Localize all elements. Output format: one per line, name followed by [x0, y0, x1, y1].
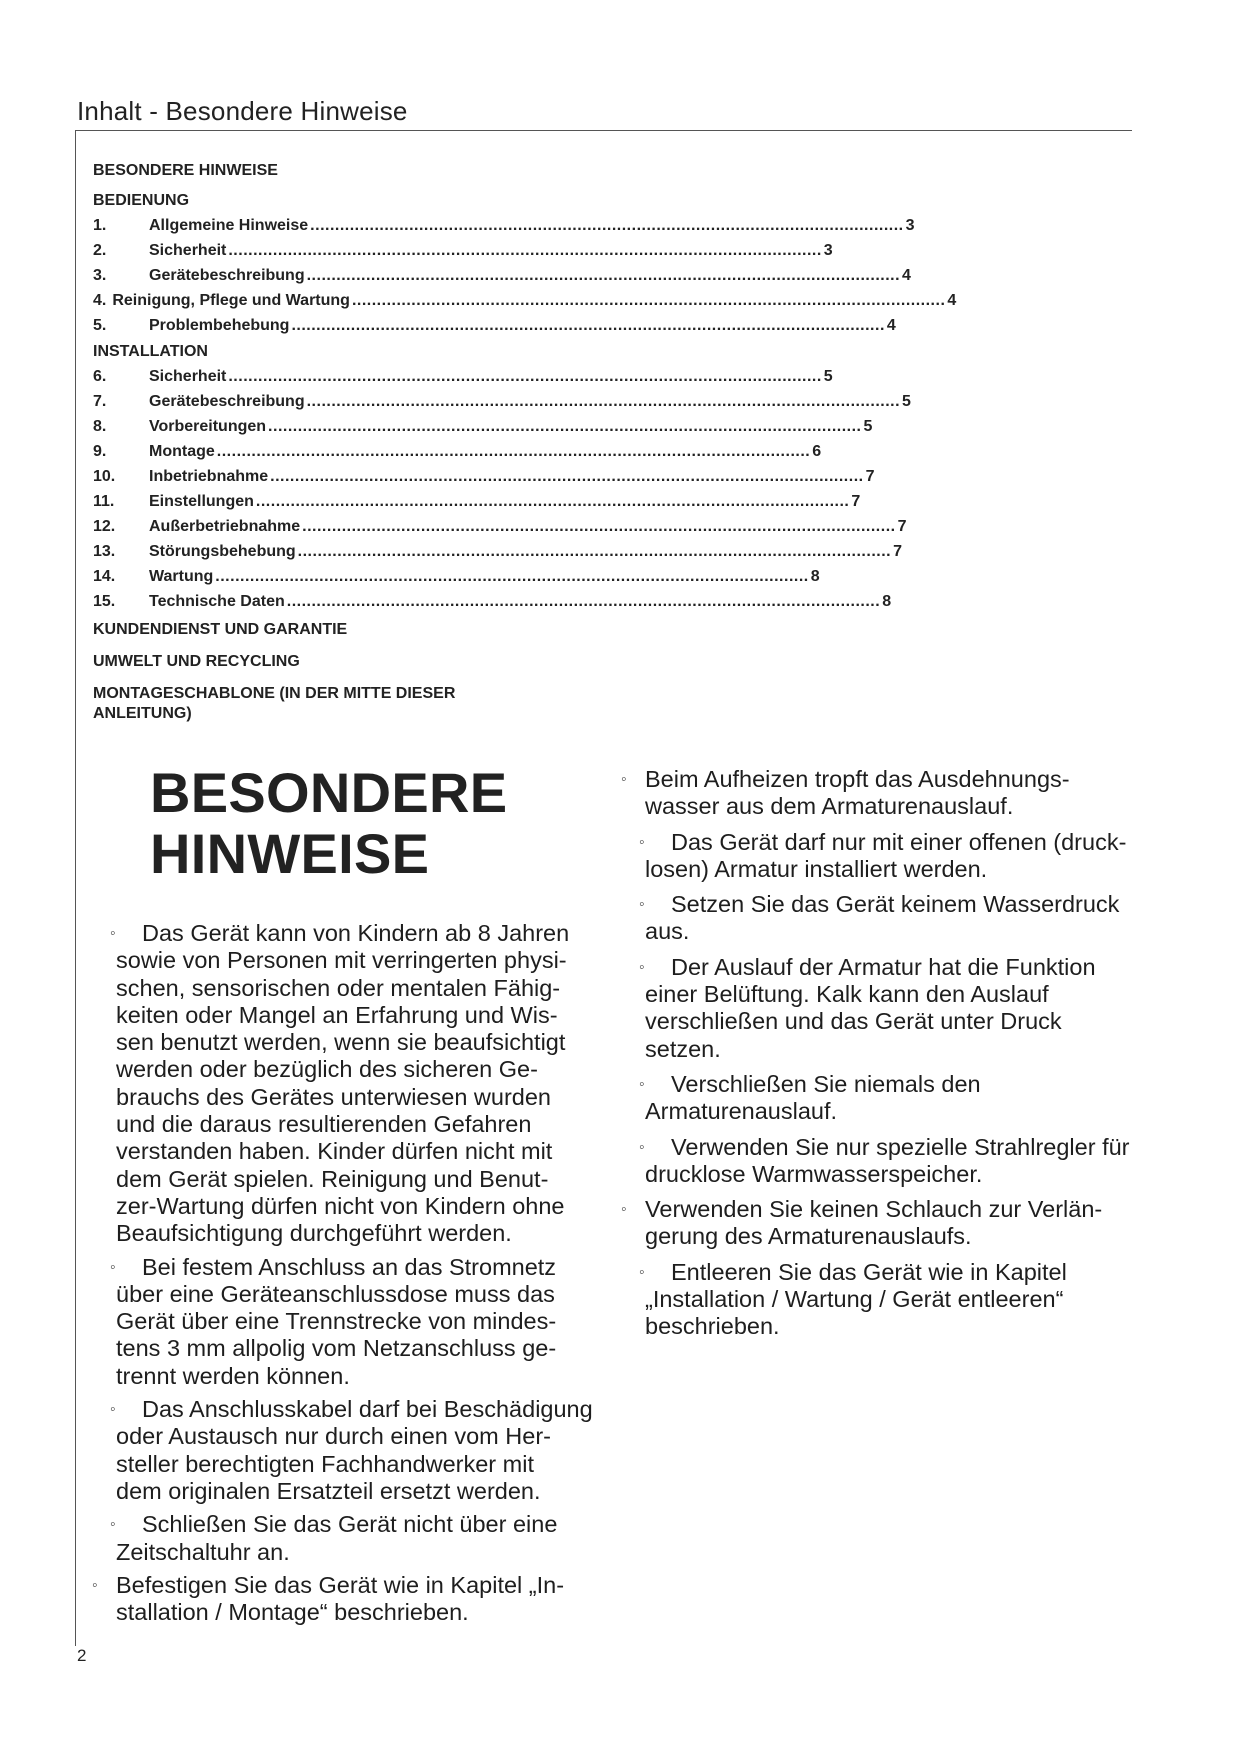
bullet-item	[110, 1511, 616, 1566]
toc-item-einstellungen[interactable]	[93, 489, 861, 514]
toc-heading-besondere-hinweise[interactable]: BESONDERE HINWEISE	[93, 162, 278, 179]
bullet-circle-icon: ◦	[110, 1258, 116, 1276]
toc-item-stoerungsbehebung[interactable]	[93, 539, 902, 564]
toc-dot-leader: ........................................................................................................................	[351, 292, 946, 309]
bullet-continuation: über eine Geräteanschlussdose muss das Gerät über eine Trennstrecke von mindes- tens 3 mm allpolig vom Netzanschluss ge- trennt werden können.	[116, 1280, 557, 1389]
toc-item-wartung[interactable]	[93, 564, 820, 589]
bullet-item	[639, 1070, 1165, 1126]
toc-item-number: 13.	[93, 543, 116, 560]
bullet-first-line: Befestigen Sie das Gerät wie in Kapitel „In-	[116, 1571, 565, 1598]
section-title-line-1: BESONDERE	[150, 761, 508, 824]
header-divider	[75, 130, 1132, 131]
toc-dot-leader: ........................................................................................................................	[306, 267, 901, 284]
bullet-first-line: Das Gerät kann von Kindern ab 8 Jahren	[142, 920, 570, 946]
toc-item-title: Reinigung, Pflege und Wartung	[112, 292, 350, 309]
toc-item-page: 5	[863, 418, 873, 435]
bullet-circle-icon: ◦	[639, 1075, 645, 1093]
toc-item-page: 3	[823, 242, 833, 259]
toc-item-ausserbetriebnahme[interactable]	[93, 514, 907, 539]
toc-dot-leader: ........................................................................................................................	[228, 368, 822, 385]
toc-item-number: 14.	[93, 568, 116, 585]
bullet-circle-icon: ◦	[110, 1516, 116, 1534]
toc-item-title: Inbetriebnahme	[149, 468, 269, 485]
toc-item-title: Sicherheit	[149, 242, 227, 259]
toc-item-number: 1.	[93, 217, 107, 234]
toc-dot-leader: ........................................................................................................................	[216, 443, 811, 460]
bullet-continuation: oder Austausch nur durch einen vom Her- steller berechtigten Fachhandwerker mit dem originalen Ersatzteil ersetzt werden.	[116, 1423, 551, 1504]
bullet-continuation: „Installation / Wartung / Gerät entleeren“ beschrieben.	[645, 1286, 1064, 1340]
bullet-first-line: Das Anschlusskabel darf bei Beschädigung	[142, 1396, 593, 1423]
section-title-line-2: HINWEISE	[150, 822, 430, 885]
toc-item-sicherheit-bedienung[interactable]	[93, 238, 833, 263]
bullet-item	[621, 766, 1165, 821]
bullet-circle-icon: ◦	[639, 958, 645, 976]
bullet-first-line: Verwenden Sie nur spezielle Strahlregler für	[671, 1133, 1130, 1160]
toc-dot-leader: ........................................................................................................................	[291, 317, 885, 334]
bullet-circle-icon: ◦	[639, 833, 645, 851]
bullet-item	[639, 891, 1165, 946]
toc-item-title: Außerbetriebnahme	[149, 518, 301, 535]
toc-item-page: 5	[823, 368, 833, 385]
page-number: 2	[77, 1646, 87, 1665]
bullet-continuation: gerung des Armaturenauslaufs.	[645, 1223, 972, 1250]
toc-item-problembehebung[interactable]	[93, 313, 896, 338]
toc-item-page: 7	[865, 468, 875, 485]
toc-item-technische-daten[interactable]	[93, 589, 892, 614]
bullet-item	[92, 1571, 616, 1627]
toc-item-title: Montage	[149, 443, 215, 460]
toc-dot-leader: ........................................................................................................................	[306, 393, 901, 410]
toc-item-allgemeine-hinweise[interactable]	[93, 213, 915, 238]
bullet-item	[110, 1396, 616, 1505]
toc-heading-montageschablone-line-2: ANLEITUNG)	[93, 705, 192, 722]
toc-item-number: 9.	[93, 443, 107, 460]
toc-item-number: 5.	[93, 317, 107, 334]
bullet-circle-icon: ◦	[110, 1401, 116, 1419]
toc-item-sicherheit-installation[interactable]	[93, 364, 833, 389]
bullet-continuation: Zeitschaltuhr an.	[116, 1538, 290, 1565]
toc-heading-bedienung[interactable]: BEDIENUNG	[93, 192, 190, 209]
toc-dot-leader: ........................................................................................................................	[297, 543, 892, 560]
bullet-circle-icon: ◦	[639, 1263, 645, 1281]
toc-item-number: 3.	[93, 267, 107, 284]
bullet-first-line: Verwenden Sie keinen Schlauch zur Verlän-	[645, 1196, 1103, 1223]
bullet-item	[621, 1196, 1165, 1251]
bullet-first-line: Verschließen Sie niemals den	[671, 1070, 981, 1097]
toc-dot-leader: ........................................................................................................................	[270, 468, 864, 485]
toc-dot-leader: ........................................................................................................................	[302, 518, 896, 535]
toc-item-title: Einstellungen	[149, 493, 254, 510]
bullet-continuation: aus.	[645, 918, 690, 945]
toc-heading-montageschablone-line-1: MONTAGESCHABLONE (IN DER MITTE DIESER	[93, 685, 456, 702]
bullet-first-line: Der Auslauf der Armatur hat die Funktion	[671, 953, 1096, 980]
left-bullet-list	[92, 920, 616, 1632]
toc-item-title: Gerätebeschreibung	[149, 267, 305, 284]
toc-item-number: 8.	[93, 418, 107, 435]
toc-item-geraetebeschreibung-bedienung[interactable]	[93, 263, 911, 288]
left-margin-rule	[75, 130, 76, 1646]
toc-item-page: 7	[897, 518, 907, 535]
toc-item-page: 5	[902, 393, 911, 410]
toc-item-title: Problembehebung	[149, 317, 290, 334]
toc-item-number: 2.	[93, 242, 107, 259]
toc-dot-leader: ........................................................................................................................	[255, 493, 850, 510]
toc-item-number: 12.	[93, 518, 116, 535]
toc-heading-montageschablone[interactable]	[93, 684, 603, 724]
bullet-continuation: sowie von Personen mit verringerten physi- schen, sensorischen oder mentalen Fähig- keiten oder Mangel an Erfahrung und Wis- sen benutzt werden, wenn sie beaufsichtigt werden oder bezüglich des sicheren Ge- brauchs des Gerätes unterwiesen wurden und die daraus resultierenden Gefahren verstanden haben. Kinder dürfen nicht mit dem Gerät spielen. Reinigung und Benut- zer-Wartung dürfen nicht von Kindern ohne Beaufsichtigung durchgeführt werden.	[116, 947, 567, 1247]
toc-item-montage[interactable]	[93, 439, 822, 464]
toc-heading-installation[interactable]: INSTALLATION	[93, 343, 208, 360]
bullet-continuation: wasser aus dem Armaturenauslauf.	[645, 793, 1014, 820]
toc-item-page: 7	[851, 493, 861, 510]
bullet-first-line: Entleeren Sie das Gerät wie in Kapitel	[671, 1258, 1067, 1285]
bullet-continuation: drucklose Warmwasserspeicher.	[645, 1160, 983, 1187]
toc-item-inbetriebnahme[interactable]	[93, 464, 875, 489]
toc-item-number: 11.	[93, 493, 115, 510]
toc-item-page: 6	[812, 443, 822, 460]
table-of-contents	[93, 161, 957, 724]
toc-item-page: 4	[947, 292, 957, 309]
toc-item-number: 4.	[93, 292, 107, 309]
bullet-first-line: Bei festem Anschluss an das Stromnetz	[142, 1253, 557, 1280]
toc-dot-leader: ........................................................................................................................	[268, 418, 862, 435]
toc-item-title: Vorbereitungen	[149, 418, 267, 435]
toc-item-page: 4	[886, 317, 896, 334]
toc-heading-kundendienst[interactable]: KUNDENDIENST UND GARANTIE	[93, 621, 348, 638]
toc-item-number: 10.	[93, 468, 116, 485]
bullet-continuation: Armaturenauslauf.	[645, 1098, 838, 1125]
toc-item-page: 8	[810, 568, 820, 585]
toc-item-geraetebeschreibung-installation[interactable]	[93, 389, 911, 414]
bullet-circle-icon: ◦	[621, 771, 627, 788]
bullet-continuation: losen) Armatur installiert werden.	[645, 855, 988, 882]
toc-item-reinigung-pflege-wartung[interactable]	[93, 288, 957, 313]
toc-dot-leader: ........................................................................................................................	[228, 242, 822, 259]
section-title	[150, 762, 507, 884]
toc-item-number: 6.	[93, 368, 107, 385]
toc-item-vorbereitungen[interactable]	[93, 414, 873, 439]
bullet-item	[110, 1253, 616, 1390]
bullet-item	[639, 1258, 1165, 1341]
toc-dot-leader: ........................................................................................................................	[286, 593, 881, 610]
toc-item-page: 7	[893, 543, 902, 560]
right-bullet-list	[621, 766, 1165, 1349]
toc-item-page: 3	[905, 217, 915, 234]
bullet-first-line: Beim Aufheizen tropft das Ausdehnungs-	[645, 766, 1070, 792]
bullet-item	[110, 920, 616, 1248]
bullet-item	[639, 1133, 1165, 1189]
toc-heading-umwelt[interactable]: UMWELT UND RECYCLING	[93, 653, 300, 670]
bullet-continuation: stallation / Montage“ beschrieben.	[116, 1599, 469, 1626]
bullet-circle-icon: ◦	[639, 896, 645, 914]
bullet-item	[639, 953, 1165, 1063]
toc-item-number: 15.	[93, 593, 116, 610]
toc-item-title: Störungsbehebung	[149, 543, 296, 560]
toc-dot-leader: ........................................................................................................................	[215, 568, 809, 585]
toc-item-title: Wartung	[149, 568, 214, 585]
bullet-first-line: Schließen Sie das Gerät nicht über eine	[142, 1511, 558, 1538]
bullet-item	[639, 828, 1165, 884]
toc-dot-leader: ........................................................................................................................	[310, 217, 904, 234]
toc-item-title: Technische Daten	[149, 593, 285, 610]
toc-item-number: 7.	[93, 393, 107, 410]
bullet-circle-icon: ◦	[639, 1138, 645, 1156]
toc-item-title: Allgemeine Hinweise	[149, 217, 309, 234]
bullet-first-line: Setzen Sie das Gerät keinem Wasserdruck	[671, 891, 1120, 918]
toc-item-title: Sicherheit	[149, 368, 227, 385]
bullet-first-line: Das Gerät darf nur mit einer offenen (druck-	[671, 828, 1127, 855]
bullet-circle-icon: ◦	[92, 1576, 98, 1594]
bullet-continuation: einer Belüftung. Kalk kann den Auslauf verschließen und das Gerät unter Druck setzen.	[645, 981, 1062, 1062]
bullet-circle-icon: ◦	[621, 1201, 627, 1219]
bullet-circle-icon: ◦	[110, 925, 116, 942]
toc-item-title: Gerätebeschreibung	[149, 393, 305, 410]
toc-item-page: 8	[882, 593, 892, 610]
toc-item-page: 4	[902, 267, 911, 284]
page-header-title: Inhalt - Besondere Hinweise	[77, 96, 408, 126]
